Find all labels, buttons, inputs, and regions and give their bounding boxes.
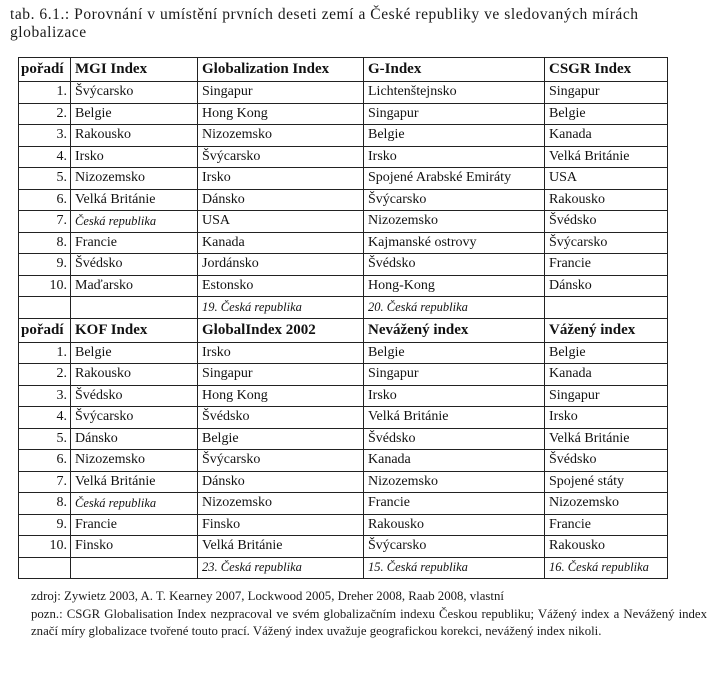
country-cell: Nizozemsko: [71, 450, 198, 472]
column-header-globalindex-2002: GlobalIndex 2002: [198, 318, 364, 342]
table-row: [19, 275, 668, 297]
column-header-vazeny-index: Vážený index: [545, 318, 668, 342]
czech-rank-cell: 15. Česká republika: [364, 557, 545, 579]
country-cell: Belgie: [364, 125, 545, 147]
country-cell: Velká Británie: [71, 471, 198, 493]
country-cell: Švýcarsko: [364, 189, 545, 211]
country-cell: Francie: [364, 493, 545, 515]
country-cell: Velká Británie: [545, 146, 668, 168]
country-cell: Hong Kong: [198, 385, 364, 407]
table-row: [19, 450, 668, 472]
rank-cell: 2.: [19, 103, 71, 125]
country-cell: Švýcarsko: [364, 536, 545, 558]
country-cell: Francie: [545, 514, 668, 536]
czech-republic-rank-row: [19, 557, 668, 579]
country-cell: Nizozemsko: [364, 211, 545, 233]
country-cell: Singapur: [545, 385, 668, 407]
table-row: [19, 146, 668, 168]
country-cell: Rakousko: [71, 364, 198, 386]
rank-cell: 3.: [19, 125, 71, 147]
table-row: [19, 125, 668, 147]
table-caption: tab. 6.1.: Porovnání v umístění prvních deseti zemí a České republiky ve sledovaných mírách globalizace: [10, 6, 639, 41]
table-notes: [31, 588, 707, 641]
country-cell: Singapur: [545, 82, 668, 104]
country-cell: Belgie: [71, 103, 198, 125]
country-cell: Singapur: [198, 364, 364, 386]
rank-cell: 4.: [19, 146, 71, 168]
rank-cell: 1.: [19, 82, 71, 104]
country-cell: Česká republika: [71, 211, 198, 233]
country-cell: Rakousko: [71, 125, 198, 147]
country-cell: Rakousko: [545, 189, 668, 211]
country-cell: Švýcarsko: [71, 407, 198, 429]
table-row: [19, 428, 668, 450]
table-row: [19, 364, 668, 386]
table-row: [19, 168, 668, 190]
country-cell: Francie: [71, 232, 198, 254]
czech-rank-cell: 23. Česká republika: [198, 557, 364, 579]
table-row: [19, 407, 668, 429]
table-row: [19, 385, 668, 407]
country-cell: Velká Británie: [71, 189, 198, 211]
country-cell: Belgie: [545, 103, 668, 125]
country-cell: Dánsko: [545, 275, 668, 297]
country-cell: Švédsko: [364, 428, 545, 450]
table-row: [19, 211, 668, 233]
country-cell: Kajmanské ostrovy: [364, 232, 545, 254]
country-cell: Švédsko: [71, 385, 198, 407]
country-cell: Nizozemsko: [198, 125, 364, 147]
table1-header-row: [19, 58, 668, 82]
country-cell: Finsko: [198, 514, 364, 536]
country-cell: USA: [545, 168, 668, 190]
country-cell: Rakousko: [364, 514, 545, 536]
source-note: zdroj: Zywietz 2003, A. T. Kearney 2007, Lockwood 2005, Dreher 2008, Raab 2008, vlastní: [31, 589, 504, 603]
country-cell: Belgie: [198, 428, 364, 450]
globalization-rank-table: [18, 57, 668, 579]
rank-cell: 5.: [19, 168, 71, 190]
table-row: [19, 342, 668, 364]
country-cell: Maďarsko: [71, 275, 198, 297]
rank-cell: 8.: [19, 232, 71, 254]
country-cell: Belgie: [364, 342, 545, 364]
country-cell: Singapur: [198, 82, 364, 104]
country-cell: Kanada: [364, 450, 545, 472]
country-cell: Švédsko: [71, 254, 198, 276]
country-cell: Nizozemsko: [364, 471, 545, 493]
rank-cell: 8.: [19, 493, 71, 515]
country-cell: USA: [198, 211, 364, 233]
column-header-poradi: pořadí: [19, 318, 71, 342]
table-row: [19, 536, 668, 558]
rank-cell: 9.: [19, 514, 71, 536]
country-cell: Švýcarsko: [71, 82, 198, 104]
country-cell: Švýcarsko: [198, 146, 364, 168]
table-row: [19, 254, 668, 276]
country-cell: Irsko: [198, 342, 364, 364]
country-cell: Finsko: [71, 536, 198, 558]
table-row: [19, 493, 668, 515]
rank-cell: 6.: [19, 189, 71, 211]
country-cell: Velká Británie: [364, 407, 545, 429]
czech-rank-cell: 19. Česká republika: [198, 297, 364, 319]
country-cell: Nizozemsko: [545, 493, 668, 515]
czech-rank-cell: [545, 297, 668, 319]
table-row: [19, 82, 668, 104]
czech-rank-cell: [19, 297, 71, 319]
rank-cell: 4.: [19, 407, 71, 429]
country-cell: Kanada: [545, 364, 668, 386]
country-cell: Hong-Kong: [364, 275, 545, 297]
country-cell: Švýcarsko: [198, 450, 364, 472]
rank-cell: 9.: [19, 254, 71, 276]
country-cell: Švédsko: [545, 211, 668, 233]
country-cell: Jordánsko: [198, 254, 364, 276]
country-cell: Dánsko: [198, 471, 364, 493]
table-row: [19, 514, 668, 536]
country-cell: Švédsko: [198, 407, 364, 429]
country-cell: Singapur: [364, 364, 545, 386]
country-cell: Singapur: [364, 103, 545, 125]
country-cell: Švédsko: [364, 254, 545, 276]
country-cell: Kanada: [198, 232, 364, 254]
czech-rank-cell: [71, 557, 198, 579]
country-cell: Nizozemsko: [71, 168, 198, 190]
country-cell: Velká Británie: [198, 536, 364, 558]
column-header-poradi: pořadí: [19, 58, 71, 82]
table-row: [19, 189, 668, 211]
country-cell: Hong Kong: [198, 103, 364, 125]
czech-rank-cell: [71, 297, 198, 319]
column-header-kof-index: KOF Index: [71, 318, 198, 342]
czech-rank-cell: 16. Česká republika: [545, 557, 668, 579]
table-row: [19, 232, 668, 254]
country-cell: Nizozemsko: [198, 493, 364, 515]
czech-rank-cell: [19, 557, 71, 579]
column-header-globalization-index: Globalization Index: [198, 58, 364, 82]
country-cell: Rakousko: [545, 536, 668, 558]
country-cell: Velká Británie: [545, 428, 668, 450]
country-cell: Irsko: [198, 168, 364, 190]
country-cell: Spojené státy: [545, 471, 668, 493]
country-cell: Belgie: [71, 342, 198, 364]
country-cell: Švýcarsko: [545, 232, 668, 254]
country-cell: Francie: [545, 254, 668, 276]
rank-cell: 10.: [19, 536, 71, 558]
column-header-mgi-index: MGI Index: [71, 58, 198, 82]
country-cell: Dánsko: [198, 189, 364, 211]
rank-cell: 5.: [19, 428, 71, 450]
country-cell: Irsko: [71, 146, 198, 168]
column-header-csgr-index: CSGR Index: [545, 58, 668, 82]
rank-cell: 6.: [19, 450, 71, 472]
rank-cell: 3.: [19, 385, 71, 407]
country-cell: Estonsko: [198, 275, 364, 297]
country-cell: Irsko: [364, 146, 545, 168]
country-cell: Lichtenštejnsko: [364, 82, 545, 104]
country-cell: Irsko: [545, 407, 668, 429]
column-header-g-index: G-Index: [364, 58, 545, 82]
country-cell: Irsko: [364, 385, 545, 407]
czech-republic-rank-row: [19, 297, 668, 319]
rank-cell: 7.: [19, 211, 71, 233]
czech-rank-cell: 20. Česká republika: [364, 297, 545, 319]
country-cell: Belgie: [545, 342, 668, 364]
country-cell: Spojené Arabské Emiráty: [364, 168, 545, 190]
country-cell: Kanada: [545, 125, 668, 147]
country-cell: Česká republika: [71, 493, 198, 515]
country-cell: Švédsko: [545, 450, 668, 472]
table-row: [19, 471, 668, 493]
rank-cell: 7.: [19, 471, 71, 493]
rank-cell: 10.: [19, 275, 71, 297]
country-cell: Dánsko: [71, 428, 198, 450]
country-cell: Francie: [71, 514, 198, 536]
explanatory-note: pozn.: CSGR Globalisation Index nezpracoval ve svém globalizačním indexu Českou republiku; Vážený index a Nevážený index značí míry globalizace tvořené touto prací. Vážený index uvažuje geografickou korekci, nevážený index nikoli.: [31, 606, 707, 638]
rank-cell: 1.: [19, 342, 71, 364]
table-body: [19, 58, 668, 579]
rank-cell: 2.: [19, 364, 71, 386]
table-row: [19, 103, 668, 125]
table2-header-row: [19, 318, 668, 342]
column-header-nevazeny-index: Nevážený index: [364, 318, 545, 342]
